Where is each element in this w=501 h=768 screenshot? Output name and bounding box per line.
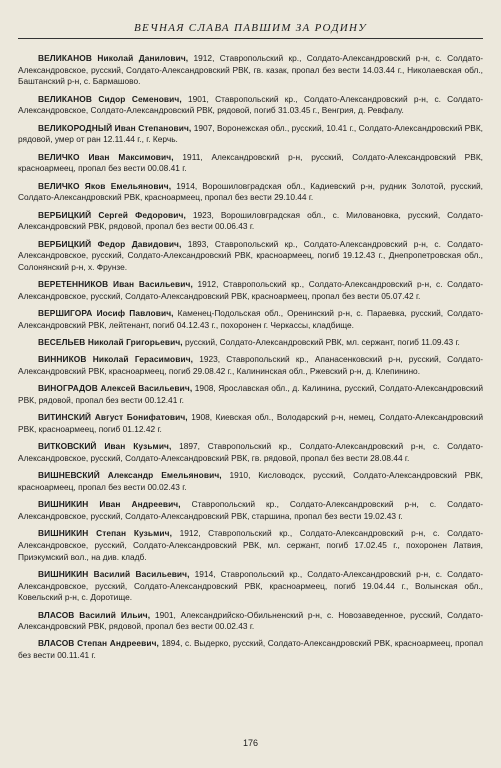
entry-name: ВИНОГРАДОВ Алексей Васильевич, — [38, 383, 193, 394]
list-item — [18, 499, 483, 522]
entry-name: ВЕРЕТЕННИКОВ Иван Васильевич, — [38, 279, 193, 290]
entry-details: 1914, Ставропольский кр., Солдато-Александровский р-н, с. Солдато-Александровское, русский, Солдато-Александровский РВК, красноармеец, погиб 19.04.44 г., Волынская обл., Ковельский р-н, с. Доротище. — [18, 568, 484, 603]
entry-details: 1894, с. Выдерко, русский, Солдато-Александровский РВК, красноармеец, пропал без вести 00.11.41 г. — [18, 638, 483, 661]
entry-name: ВЕЛИКОРОДНЫЙ Иван Степанович, — [38, 122, 192, 133]
entry-details: 1907, Воронежская обл., русский, 10.41 г., Солдато-Александровский РВК, рядовой, умер от ран 12.11.44 г., г. Керчь. — [18, 122, 483, 145]
list-item — [18, 528, 483, 563]
list-item — [18, 210, 483, 233]
entry-name: ВИШНИКИН Василий Васильевич, — [38, 568, 190, 579]
entry-name: ВИШНИКИН Иван Андреевич, — [38, 499, 181, 510]
entry-name: ВИШНЕВСКИЙ Александр Емельянович, — [38, 470, 222, 481]
entry-details: 1901, Александрийско-Обильненский р-н, с. Новозаведенное, русский, Солдато-Александровский РВК, рядовой, пропал без вести 00.02.43 г. — [18, 609, 483, 632]
entry-details: 1923, Ставропольский кр., Апанасенковский р-н, русский, Солдато-Александровский РВК, красноармеец, погиб 29.08.42 г., Калининская обл., Ржевский р-н, д. Клепинино. — [18, 354, 483, 377]
list-item — [18, 53, 483, 88]
entry-name: ВЕРШИГОРА Иосиф Павлович, — [38, 308, 174, 319]
list-item — [18, 94, 483, 117]
entry-name: ВЕЛИКАНОВ Сидор Семенович, — [38, 93, 182, 104]
list-item — [18, 638, 483, 661]
entry-name: ВЛАСОВ Василий Ильич, — [38, 609, 151, 620]
list-item — [18, 152, 483, 175]
entry-details: 1912, Ставропольский кр., Солдато-Александровский р-н, с. Солдато-Александровское, русский, Солдато-Александровский РВК, мл. сержант, погиб 17.02.45 г., похоронен Латвия, Приэкумский вол., на див. кладб. — [18, 528, 483, 562]
list-item — [18, 383, 483, 406]
list-item — [18, 569, 483, 604]
entries-list — [18, 53, 483, 662]
entry-name: ВЕЛИКАНОВ Николай Данилович, — [38, 53, 189, 63]
list-item — [18, 123, 483, 146]
entry-details: 1897, Ставропольский кр., Солдато-Александровский р-н, с. Солдато-Александровское, русский, Солдато-Александровский РВК, гв. рядовой, пропал без вести 28.08.44 г. — [18, 441, 483, 463]
entry-name: ВЕЛИЧКО Иван Максимович, — [38, 151, 174, 162]
entry-details: 1901, Ставропольский кр., Солдато-Александровский р-н, с. Солдато-Александровское, Солдато-Александровский РВК, рядовой, погиб 31.03.45 г., Венгрия, д. Ревфалу. — [18, 93, 483, 116]
entry-details: Ставропольский кр., Солдато-Александровский р-н, с. Солдато-Александровское, русский, Солдато-Александровский РВК, старшина, пропал без вести 19.02.43 г. — [18, 499, 483, 521]
entry-details: Каменец-Подольская обл., Оренинский р-н, с. Параевка, русский, Солдато-Александровский РВК, лейтенант, погиб 04.12.43 г., похоронен г. Черкассы, кладбище. — [18, 308, 483, 330]
entry-name: ВЛАСОВ Степан Андреевич, — [38, 638, 159, 649]
entry-name: ВИШНИКИН Степан Кузьмич, — [38, 528, 173, 539]
entry-details: 1908, Киевская обл., Володарский р-н, немец, Солдато-Александровский РВК, красноармеец, погиб 01.12.42 г. — [18, 412, 483, 434]
list-item — [18, 610, 483, 633]
running-header: ВЕЧНАЯ СЛАВА ПАВШИМ ЗА РОДИНУ — [18, 14, 483, 39]
list-item — [18, 181, 483, 204]
entry-details: 1914, Ворошиловградская обл., Кадиевский р-н, рудник Золотой, русский, Солдато-Александровский РВК, красноармеец, пропал без вести 29.10.44 г. — [18, 180, 483, 203]
list-item — [18, 441, 483, 464]
page-number: 176 — [242, 738, 259, 748]
entry-name: ВЕРБИЦКИЙ Федор Давидович, — [38, 238, 182, 249]
entry-details: 1911, Александровский р-н, русский, Солдато-Александровский РВК, красноармеец, пропал без вести 00.08.41 г. — [18, 151, 483, 174]
entry-name: ВИННИКОВ Николай Герасимович, — [38, 354, 194, 365]
entry-details: русский, Солдато-Александровский РВК, мл. сержант, погиб 11.09.43 г. — [182, 337, 460, 348]
list-item — [18, 412, 483, 435]
list-item — [18, 470, 483, 493]
entry-name: ВЕЛИЧКО Яков Емельянович, — [38, 180, 172, 191]
entry-details: 1893, Ставропольский кр., Солдато-Александровский р-н, с. Солдато-Александровское, русский, Солдато-Александровский РВК, красноармеец, погиб 19.12.43 г., Днепропетровская обл., Солонянский р-н, х. Фрунзе. — [18, 238, 484, 272]
entry-details: 1908, Ярославская обл., д. Калинина, русский, Солдато-Александровский РВК, рядовой, пропал без вести 00.12.41 г. — [18, 383, 483, 406]
list-item — [18, 337, 483, 349]
entry-details: 1910, Кисловодск, русский, Солдато-Александровский РВК, красноармеец, пропал без вести 00.02.43 г. — [18, 470, 483, 492]
entry-details: 1912, Ставропольский кр., Солдато-Александровский р-н, с. Солдато-Александровское, русский, Солдато-Александровский РВК, красноармеец, пропал без вести 05.07.42 г. — [18, 279, 483, 301]
entry-name: ВЕСЕЛЬЕВ Николай Григорьевич, — [38, 337, 183, 348]
entry-details: 1912, Ставропольский кр., Солдато-Александровский р-н, с. Солдато-Александровское, русский, Солдато-Александровский РВК, гв. казак, пропал без вести 14.03.44 г., Николаевская обл., Баштанский р-н, с. Бармашово. — [18, 53, 484, 87]
list-item — [18, 308, 483, 331]
entry-name: ВИТКОВСКИЙ Иван Кузьмич, — [38, 441, 172, 452]
entry-name: ВИТИНСКИЙ Август Бонифатович, — [38, 412, 188, 423]
list-item — [18, 279, 483, 302]
entry-details: 1923, Ворошиловградская обл., с. Миловановка, русский, Солдато-Александровский РВК, рядовой, пропал без вести 00.06.43 г. — [18, 209, 483, 232]
list-item — [18, 239, 483, 274]
entry-name: ВЕРБИЦКИЙ Сергей Федорович, — [38, 209, 186, 220]
list-item — [18, 354, 483, 377]
